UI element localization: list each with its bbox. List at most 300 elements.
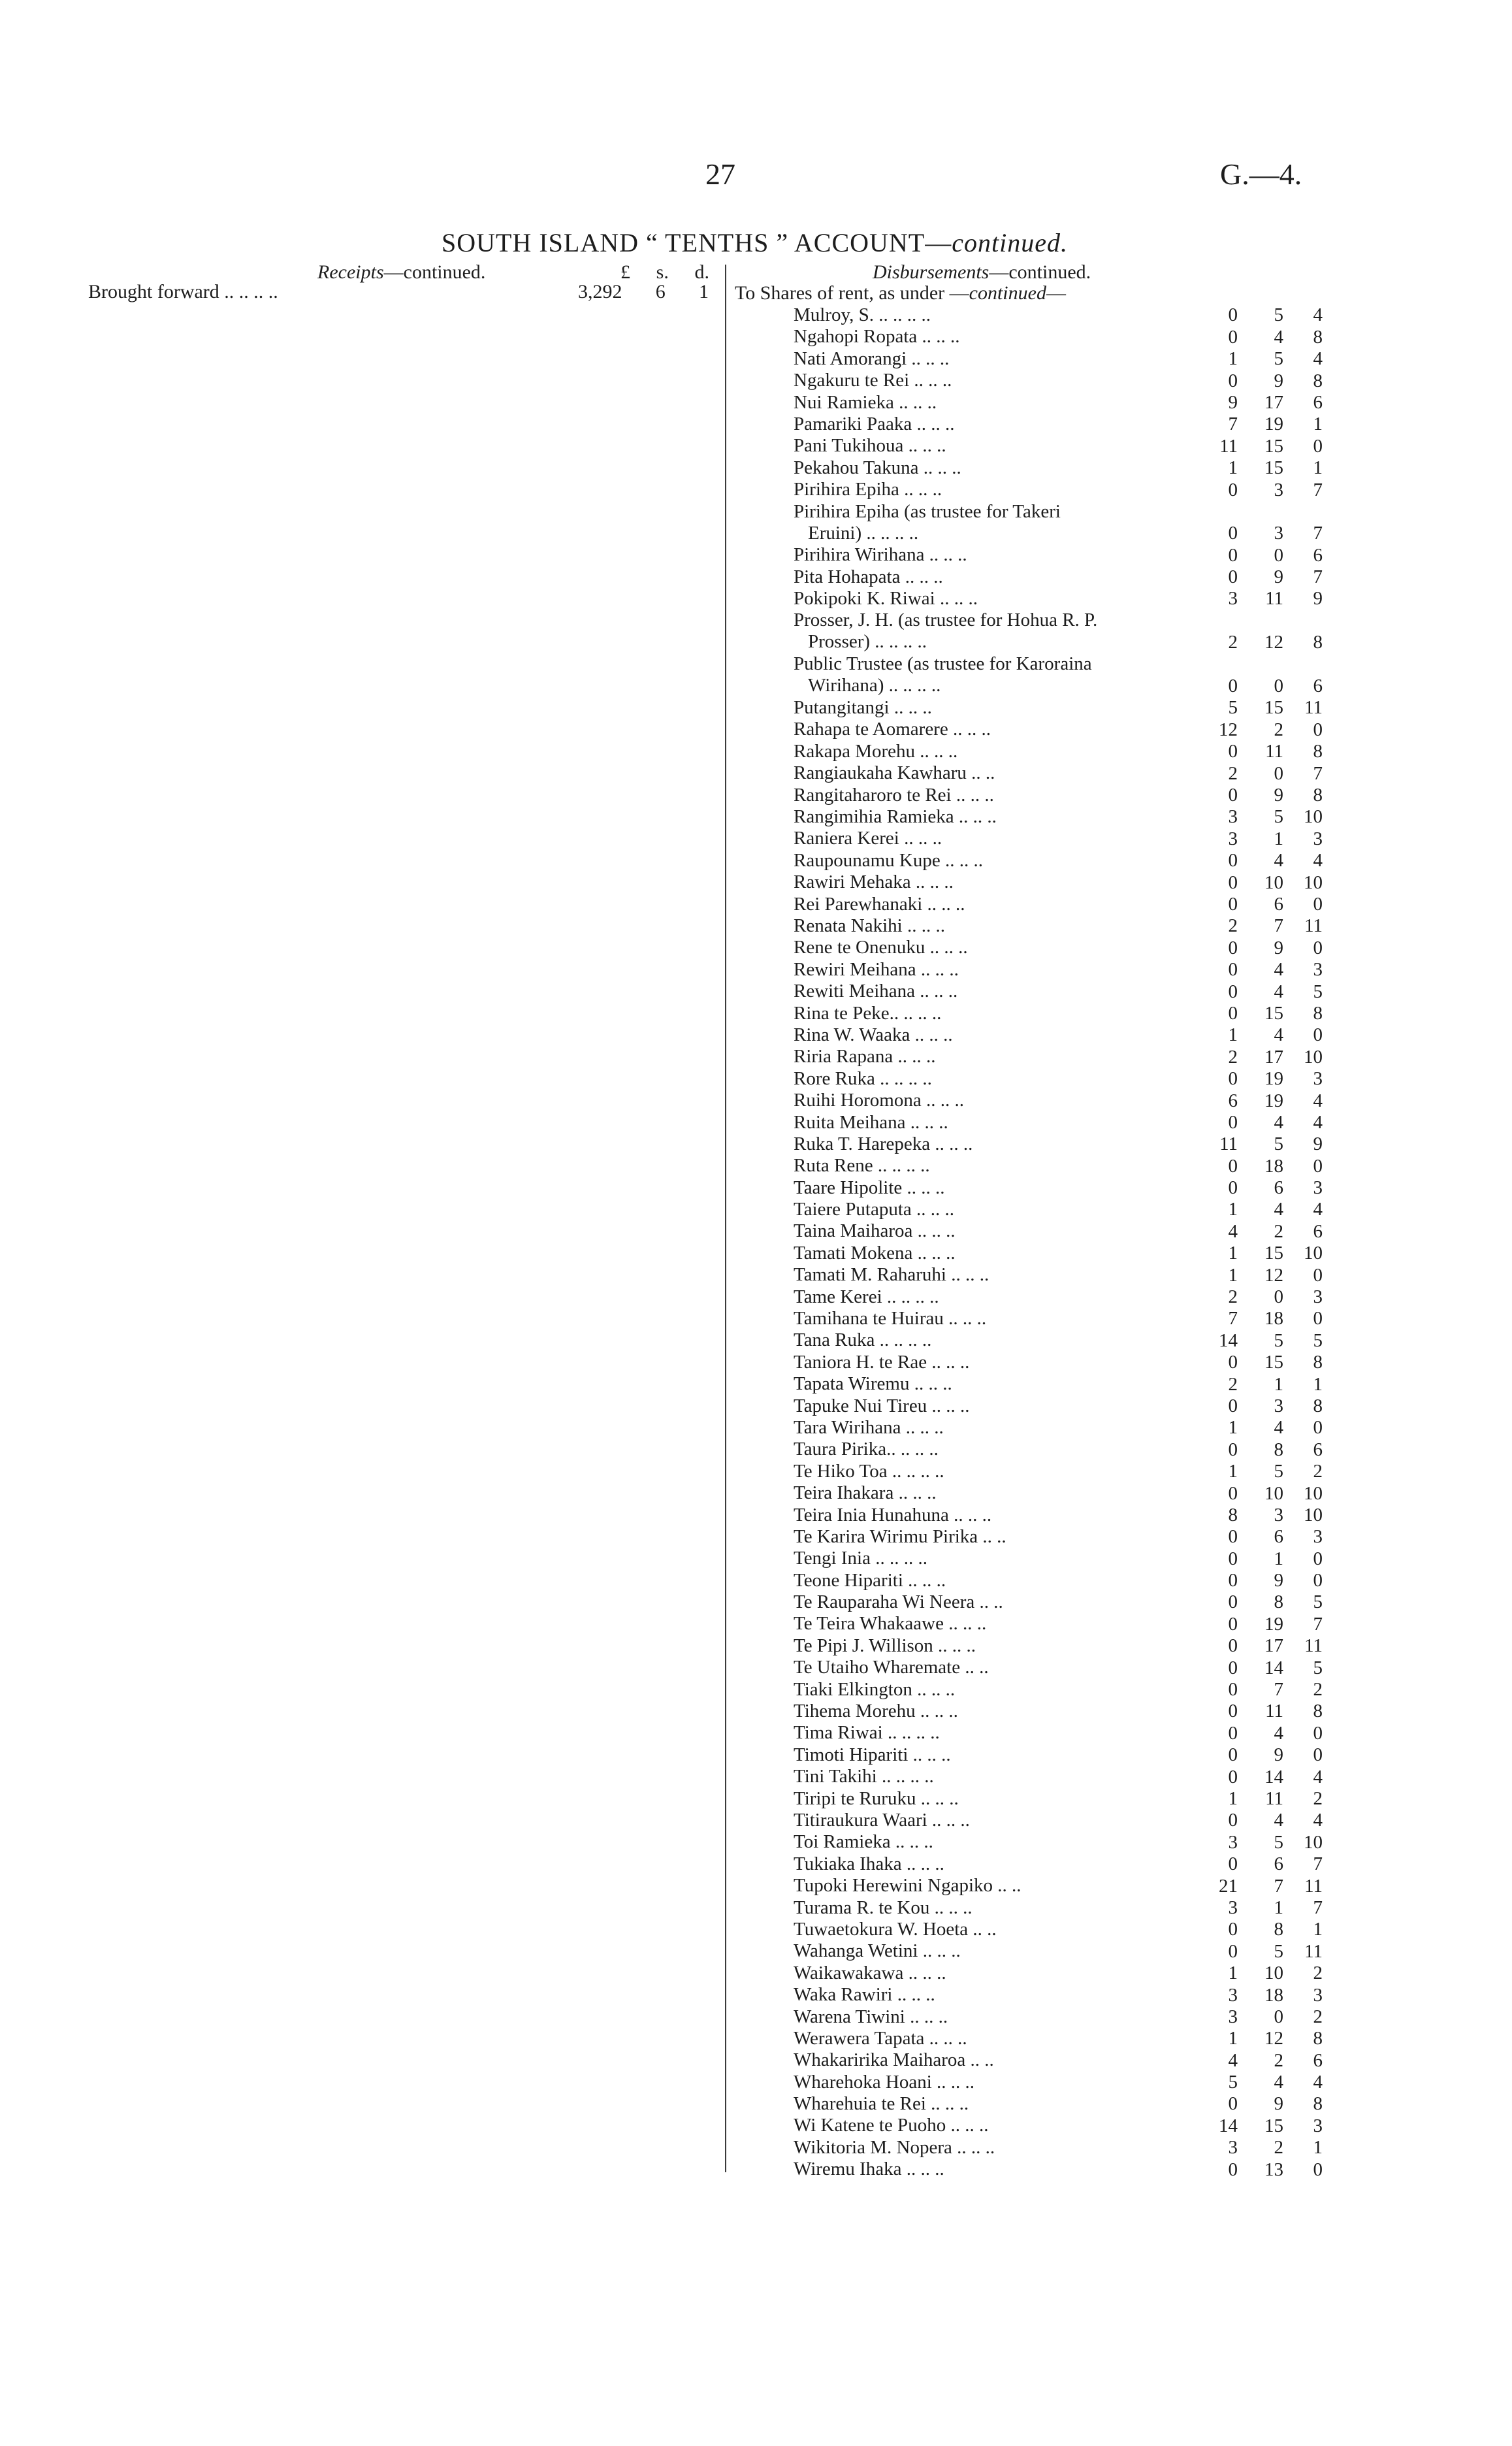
payee-name-line: Taare Hipolite .. .. .. — [794, 1177, 945, 1198]
amount-shillings: 9 — [1274, 566, 1283, 588]
list-item — [794, 1482, 1323, 1504]
list-item — [794, 326, 1323, 348]
amount — [1205, 1767, 1323, 1788]
payee-name-line: Rawiri Mehaka .. .. .. — [794, 872, 954, 893]
amount-pence: 10 — [1304, 1482, 1323, 1504]
amount — [1205, 414, 1323, 435]
list-item — [794, 1613, 1323, 1635]
payee-name — [794, 2072, 1179, 2093]
amount-pounds: 21 — [1219, 1875, 1238, 1897]
amount-pounds: 0 — [1228, 2093, 1238, 2115]
payee-name — [794, 1220, 1179, 1242]
payee-name — [794, 872, 1179, 893]
amount-pence: 6 — [1313, 544, 1323, 566]
payee-name — [794, 1679, 1179, 1701]
amount — [1205, 1068, 1323, 1090]
amount-shillings: 12 — [1264, 2028, 1283, 2049]
list-item — [794, 1701, 1323, 1722]
payee-name-line: Ngakuru te Rei .. .. .. — [794, 370, 952, 391]
payee-name-line: Taina Maiharoa .. .. .. — [794, 1220, 956, 1242]
list-item — [794, 1373, 1323, 1395]
payee-name — [794, 1329, 1179, 1351]
amount — [1205, 523, 1323, 544]
payee-name — [794, 2028, 1179, 2049]
amount-shillings: 19 — [1264, 1613, 1283, 1635]
amount — [1205, 894, 1323, 915]
sub-italic: continued — [969, 282, 1046, 304]
amount — [1205, 1810, 1323, 1831]
amount-shillings: 4 — [1274, 1810, 1283, 1831]
list-item — [794, 2006, 1323, 2028]
payee-name — [794, 1810, 1179, 1831]
amount-shillings: 4 — [1274, 2072, 1283, 2093]
amount — [1205, 1635, 1323, 1657]
amount-pounds: 0 — [1228, 981, 1238, 1002]
brought-forward-row — [88, 281, 709, 303]
amount — [1205, 1330, 1323, 1352]
amount — [1205, 1483, 1323, 1505]
payee-name — [794, 370, 1179, 391]
payee-name — [794, 1635, 1179, 1657]
amount — [1205, 304, 1323, 326]
amount-pence: 0 — [1313, 893, 1323, 915]
payee-name — [794, 828, 1179, 849]
payee-name — [794, 697, 1179, 719]
payee-name-line: Ngahopi Ropata .. .. .. — [794, 326, 960, 348]
amount-shillings: 4 — [1274, 1199, 1283, 1220]
payee-name-line: Pani Tukihoua .. .. .. — [794, 435, 946, 457]
payee-name — [794, 1613, 1179, 1635]
amount — [1205, 588, 1323, 610]
amount — [1205, 1853, 1323, 1875]
payee-name-line: Wikitoria M. Nopera .. .. .. — [794, 2136, 995, 2158]
amount-shillings: 13 — [1264, 2159, 1283, 2180]
payee-name — [794, 348, 1179, 370]
amount — [1205, 1614, 1323, 1635]
amount-pounds: 0 — [1228, 1177, 1238, 1199]
amount-pounds: 0 — [1228, 1701, 1238, 1722]
amount-shillings: 10 — [1264, 872, 1283, 893]
amount — [1205, 1395, 1323, 1417]
receipts-column-headers — [620, 261, 709, 284]
amount-pounds: 14 — [1219, 2115, 1238, 2136]
amount-shillings: 14 — [1264, 1766, 1283, 1787]
amount — [1205, 785, 1323, 806]
payee-name — [794, 2115, 1179, 2136]
amount-pounds: 3 — [1228, 1984, 1238, 2006]
list-item — [794, 806, 1323, 828]
amount — [1205, 1679, 1323, 1701]
amount-pounds: 0 — [1228, 741, 1238, 762]
amount-shillings: 12 — [1264, 632, 1283, 653]
payee-name — [794, 501, 1179, 544]
payee-name-line: Public Trustee (as trustee for Karoraina — [794, 653, 1092, 675]
amount-shillings: 2 — [1274, 1220, 1283, 1242]
amount-pounds: 12 — [1219, 719, 1238, 740]
amount-pence: 2 — [1313, 1788, 1323, 1809]
payee-name — [794, 959, 1179, 981]
amount-pounds: 1 — [1228, 348, 1238, 370]
amount — [1205, 1177, 1323, 1199]
amount-pence: 2 — [1313, 1461, 1323, 1482]
payee-name-line: Ruita Meihana .. .. .. — [794, 1111, 948, 1133]
amount-pounds: 3 — [1228, 806, 1238, 828]
payee-name-line: Tame Kerei .. .. .. .. — [794, 1286, 939, 1307]
payee-name-line: Nati Amorangi .. .. .. — [794, 348, 950, 369]
payee-name — [794, 457, 1179, 479]
title-suffix: continued. — [952, 228, 1068, 257]
amount-pounds: 6 — [1228, 1090, 1238, 1111]
amount — [1205, 1439, 1323, 1461]
list-item — [794, 479, 1323, 500]
amount-pounds: 0 — [1228, 872, 1238, 893]
amount — [1205, 1374, 1323, 1395]
list-item — [794, 1831, 1323, 1853]
disbursements-heading-italic: Disbursements — [873, 261, 989, 283]
amount-pence: 5 — [1313, 1329, 1323, 1351]
amount-shillings: 19 — [1264, 1090, 1283, 1111]
payee-name-line: Rangimihia Ramieka .. .. .. — [794, 806, 997, 828]
amount-pence: 0 — [1313, 1264, 1323, 1286]
list-item — [794, 1679, 1323, 1701]
amount-pounds: 1 — [1228, 2028, 1238, 2049]
payee-name — [794, 435, 1179, 457]
amount — [1205, 1744, 1323, 1766]
amount-shillings: 7 — [1274, 1679, 1283, 1701]
brought-forward-amount — [578, 281, 709, 303]
amount-pence: 4 — [1313, 1111, 1323, 1133]
list-item — [794, 1352, 1323, 1373]
amount — [1205, 1090, 1323, 1112]
payee-name-line: Werawera Tapata .. .. .. — [794, 2027, 967, 2049]
amount — [1205, 1461, 1323, 1482]
brought-forward-shillings: 6 — [655, 281, 666, 302]
amount — [1205, 327, 1323, 348]
amount — [1205, 1352, 1323, 1373]
list-item — [794, 1657, 1323, 1678]
payee-name — [794, 1482, 1179, 1504]
amount-pence: 6 — [1313, 676, 1323, 697]
amount-shillings: 19 — [1264, 1068, 1283, 1090]
amount-shillings: 6 — [1274, 1177, 1283, 1199]
amount-pence: 9 — [1313, 588, 1323, 610]
amount-shillings: 4 — [1274, 850, 1283, 872]
list-item — [794, 1439, 1323, 1460]
amount-pence: 0 — [1313, 435, 1323, 457]
list-item — [794, 850, 1323, 872]
payee-name — [794, 1548, 1179, 1569]
amount — [1205, 1657, 1323, 1679]
amount-pence: 11 — [1304, 697, 1323, 719]
payee-name-line: Waikawakawa .. .. .. — [794, 1962, 946, 1983]
amount-pounds: 0 — [1228, 1722, 1238, 1744]
amount-pounds: 0 — [1228, 850, 1238, 872]
amount-pence: 8 — [1313, 370, 1323, 391]
list-item — [794, 1635, 1323, 1657]
amount-pence: 10 — [1304, 806, 1323, 828]
column-divider — [725, 265, 726, 2172]
list-item — [794, 1417, 1323, 1439]
list-item — [794, 1591, 1323, 1613]
amount-pounds: 0 — [1228, 479, 1238, 500]
amount-shillings: 8 — [1274, 1919, 1283, 1940]
amount-shillings: 0 — [1274, 2006, 1283, 2027]
payee-name — [794, 1461, 1179, 1482]
amount-pounds: 0 — [1228, 1548, 1238, 1569]
amount-pounds: 0 — [1228, 1111, 1238, 1133]
payee-name — [794, 1068, 1179, 1090]
list-item — [794, 1286, 1323, 1308]
amount-pounds: 0 — [1228, 785, 1238, 806]
amount-pounds: 3 — [1228, 2137, 1238, 2159]
list-item — [794, 828, 1323, 849]
payee-name-line: Raniera Kerei .. .. .. — [794, 828, 942, 849]
amount-pounds: 1 — [1228, 1963, 1238, 1984]
amount-pounds: 0 — [1228, 1679, 1238, 1701]
amount-pence: 0 — [1313, 1417, 1323, 1439]
list-item — [794, 894, 1323, 915]
amount-shillings: 15 — [1264, 435, 1283, 457]
payee-name — [794, 1155, 1179, 1177]
list-item — [794, 1853, 1323, 1875]
list-item — [794, 1220, 1323, 1242]
amount-pence: 0 — [1313, 2159, 1323, 2180]
amount-shillings: 3 — [1274, 523, 1283, 544]
payee-name-line: Taiere Putaputa .. .. .. — [794, 1199, 955, 1220]
payee-name-line: Toi Ramieka .. .. .. — [794, 1831, 933, 1853]
payee-name — [794, 1352, 1179, 1373]
amount-pence: 6 — [1313, 391, 1323, 413]
payee-name-line: Timoti Hipariti .. .. .. — [794, 1744, 951, 1765]
amount-pence: 7 — [1313, 762, 1323, 784]
disbursements-heading-rest: —continued. — [989, 261, 1091, 283]
amount-pounds: 3 — [1228, 2006, 1238, 2027]
amount-shillings: 9 — [1274, 937, 1283, 958]
amount — [1205, 1156, 1323, 1177]
amount-shillings: 4 — [1274, 1111, 1283, 1133]
amount — [1205, 370, 1323, 392]
amount-pounds: 3 — [1228, 1831, 1238, 1853]
amount-pence: 8 — [1313, 2028, 1323, 2049]
payee-name-line: Putangitangi .. .. .. — [794, 697, 932, 719]
list-item — [794, 304, 1323, 326]
list-item — [794, 457, 1323, 479]
amount-pence: 7 — [1313, 523, 1323, 544]
list-item — [794, 1329, 1323, 1351]
list-item — [794, 1505, 1323, 1526]
list-item — [794, 1177, 1323, 1199]
amount-shillings: 2 — [1274, 2049, 1283, 2071]
amount-shillings: 4 — [1274, 981, 1283, 1002]
payee-name — [794, 1831, 1179, 1853]
payee-name-line: Tana Ruka .. .. .. .. — [794, 1329, 932, 1351]
list-item — [794, 1090, 1323, 1111]
list-item — [794, 1744, 1323, 1766]
amount — [1205, 741, 1323, 762]
payee-name — [794, 915, 1179, 937]
payee-name-line: Ruihi Horomona .. .. .. — [794, 1090, 964, 1111]
payee-name-line: Mulroy, S. .. .. .. .. — [794, 304, 931, 325]
amount-pence: 3 — [1313, 2115, 1323, 2136]
amount-shillings: 5 — [1274, 1461, 1283, 1482]
list-item — [794, 370, 1323, 391]
payee-name-line: Rangitaharoro te Rei .. .. .. — [794, 784, 994, 806]
amount-shillings: 6 — [1274, 1526, 1283, 1548]
sub-prefix: To Shares of rent, as under — — [735, 282, 969, 304]
amount-pounds: 2 — [1228, 762, 1238, 784]
amount-pence: 8 — [1313, 1701, 1323, 1722]
amount — [1205, 1591, 1323, 1613]
amount — [1205, 2072, 1323, 2093]
amount-pence: 0 — [1313, 1722, 1323, 1744]
receipts-heading-rest: —continued. — [383, 261, 486, 283]
list-item — [794, 1395, 1323, 1417]
payee-name-line: Rewiri Meihana .. .. .. — [794, 958, 959, 980]
amount-pounds: 2 — [1228, 915, 1238, 937]
payee-name — [794, 1591, 1179, 1613]
payee-name — [794, 1940, 1179, 1962]
payee-name-line: Te Hiko Toa .. .. .. .. — [794, 1460, 944, 1482]
amount — [1205, 1003, 1323, 1024]
list-item — [794, 2159, 1323, 2180]
list-item — [794, 1548, 1323, 1569]
amount-shillings: 2 — [1274, 2137, 1283, 2159]
payee-name — [794, 588, 1179, 610]
payee-name-line: Wiremu Ihaka .. .. .. — [794, 2159, 944, 2180]
payee-name — [794, 1984, 1179, 2006]
list-item — [794, 2028, 1323, 2049]
payee-name — [794, 1744, 1179, 1766]
amount-pounds: 2 — [1228, 1286, 1238, 1308]
payee-name-line: Tiripi te Ruruku .. .. .. — [794, 1787, 959, 1809]
payee-name — [794, 1177, 1179, 1199]
amount-shillings: 1 — [1274, 828, 1283, 849]
amount-shillings: 15 — [1264, 697, 1283, 719]
sub-end: — — [1046, 282, 1066, 304]
amount-pence: 8 — [1313, 326, 1323, 348]
amount-pounds: 9 — [1228, 391, 1238, 413]
amount-shillings: 10 — [1264, 1482, 1283, 1504]
amount — [1205, 1024, 1323, 1046]
amount-pence: 7 — [1313, 1613, 1323, 1635]
amount-pounds: 11 — [1219, 435, 1238, 457]
list-item — [794, 435, 1323, 457]
amount-pounds: 0 — [1228, 937, 1238, 958]
amount-shillings: 11 — [1265, 588, 1283, 610]
payee-name-line: Rahapa te Aomarere .. .. .. — [794, 719, 991, 740]
amount-pence: 5 — [1313, 1591, 1323, 1613]
payee-name-line: Renata Nakihi .. .. .. — [794, 915, 945, 936]
payee-name — [794, 1417, 1179, 1439]
amount-pence: 3 — [1313, 1286, 1323, 1308]
list-item — [794, 1461, 1323, 1482]
amount-pence: 4 — [1313, 850, 1323, 872]
amount-pence: 0 — [1313, 1570, 1323, 1591]
list-item — [794, 785, 1323, 806]
amount-pounds: 0 — [1228, 1155, 1238, 1177]
amount-pounds: 2 — [1228, 1046, 1238, 1068]
amount-shillings: 9 — [1274, 370, 1283, 391]
amount-pence: 7 — [1313, 566, 1323, 588]
list-item — [794, 1308, 1323, 1329]
receipts-heading-italic: Receipts — [317, 261, 384, 283]
amount — [1205, 1919, 1323, 1940]
list-item — [794, 959, 1323, 981]
amount-pounds: 3 — [1228, 1897, 1238, 1918]
payee-name — [794, 1722, 1179, 1744]
amount — [1205, 981, 1323, 1003]
amount-shillings: 14 — [1264, 1657, 1283, 1678]
amount-pounds: 14 — [1219, 1329, 1238, 1351]
payee-name-line: Tima Riwai .. .. .. .. — [794, 1722, 940, 1744]
amount — [1205, 1221, 1323, 1243]
amount-pence: 0 — [1313, 1155, 1323, 1177]
amount-pounds: 8 — [1228, 1504, 1238, 1525]
amount-pence: 5 — [1313, 1657, 1323, 1678]
list-item — [794, 501, 1323, 545]
amount-shillings: 7 — [1274, 1875, 1283, 1897]
payee-name-line: Waka Rawiri .. .. .. — [794, 1984, 935, 2006]
amount-pounds: 0 — [1228, 1526, 1238, 1548]
amount-shillings: 18 — [1264, 1984, 1283, 2006]
amount-pounds: 1 — [1228, 1024, 1238, 1046]
amount-pounds: 0 — [1228, 893, 1238, 915]
amount-shillings: 5 — [1274, 1831, 1283, 1853]
amount-pounds: 5 — [1228, 2072, 1238, 2093]
amount — [1205, 1047, 1323, 1068]
amount — [1205, 1286, 1323, 1308]
payee-name-line: Rakapa Morehu .. .. .. — [794, 740, 958, 762]
amount-shillings: 0 — [1274, 762, 1283, 784]
amount-shillings: 15 — [1264, 1352, 1283, 1373]
payee-name — [794, 1308, 1179, 1329]
receipts-heading — [317, 261, 485, 284]
list-item — [794, 762, 1323, 784]
amount-pence: 8 — [1313, 632, 1323, 653]
amount-shillings: 4 — [1274, 1722, 1283, 1744]
amount-shillings: 5 — [1274, 1133, 1283, 1155]
disbursements-subheading — [735, 282, 1066, 304]
amount-shillings: 5 — [1274, 806, 1283, 828]
payee-name-line: Pamariki Paaka .. .. .. — [794, 413, 955, 434]
payee-name-line: Rewiti Meihana .. .. .. — [794, 981, 958, 1002]
list-item — [794, 1919, 1323, 1940]
amount-pence: 4 — [1313, 348, 1323, 370]
amount-shillings: 9 — [1274, 2093, 1283, 2115]
amount-pounds: 7 — [1228, 1308, 1238, 1329]
payee-name-continued: Prosser) .. .. .. .. — [808, 631, 927, 653]
list-item — [794, 1046, 1323, 1068]
payee-name-line: Whakaririka Maiharoa .. .. — [794, 2049, 994, 2071]
payee-name — [794, 1853, 1179, 1875]
amount-pence: 10 — [1304, 872, 1323, 893]
amount — [1205, 697, 1323, 719]
payee-name-line: Tapuke Nui Tireu .. .. .. — [794, 1395, 970, 1416]
amount — [1205, 2006, 1323, 2028]
amount — [1205, 959, 1323, 981]
amount-pounds: 0 — [1228, 523, 1238, 544]
amount — [1205, 1308, 1323, 1329]
amount — [1205, 1570, 1323, 1591]
amount-shillings: 0 — [1274, 676, 1283, 697]
payee-name-line: Warena Tiwini .. .. .. — [794, 2006, 948, 2027]
amount — [1205, 1963, 1323, 1984]
amount-pence: 1 — [1313, 1919, 1323, 1940]
payee-name-line: Ruka T. Harepeka .. .. .. — [794, 1133, 973, 1154]
amount-pounds: 0 — [1228, 1810, 1238, 1831]
amount-shillings: 15 — [1264, 457, 1283, 479]
amount-shillings: 7 — [1274, 915, 1283, 937]
